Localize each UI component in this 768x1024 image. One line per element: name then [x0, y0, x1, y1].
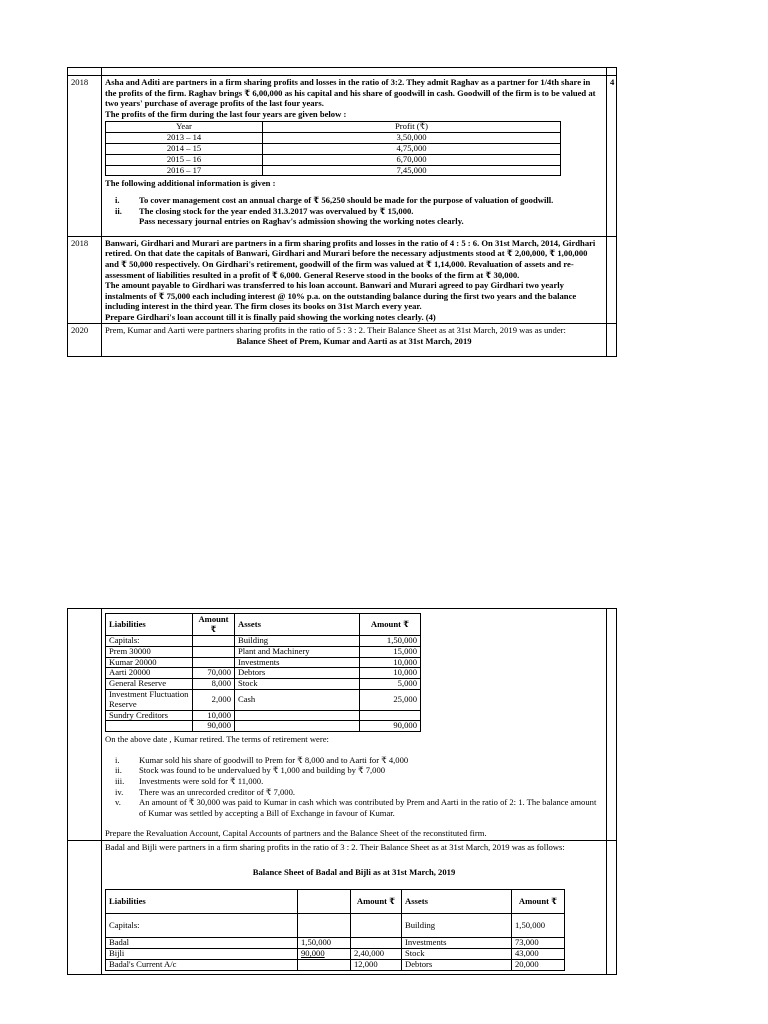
list-text: There was an unrecorded creditor of ₹ 7,000. [139, 786, 296, 797]
list-number: iii. [115, 775, 125, 786]
table-cell: 2015 – 16 [106, 154, 263, 165]
question-row-3-cont [68, 609, 617, 841]
table-cell: 2,000 [193, 689, 235, 710]
list-item [105, 787, 603, 798]
table-cell: 6,70,000 [263, 154, 561, 165]
table-cell: 73,000 [512, 938, 565, 949]
question-year: 2018 [68, 236, 102, 324]
retirement-terms [105, 755, 603, 819]
question-text: Banwari, Girdhari and Murari are partners in a firm sharing profits and losses in the ratio of 4 : 5 : 6. On 31st March, 2014, Girdhari retired. On that date the capitals of Banwari, Girdhari and Murari before the necessary adjustments stood at ₹ 2,00,000, ₹ 1,00,000 and ₹ 50,000 respectively. On Girdhari's retirement, goodwill of the firm was valued at ₹ 1,14,000. Revaluation of assets and re-assessment of liabilities resulted in a profit of ₹ 6,000. General Reserve stood in the books of the firm at ₹ 30,000. [105, 237, 596, 280]
table-cell: Investment Fluctuation Reserve [106, 689, 193, 710]
table-header: Amount ₹ [351, 890, 402, 914]
table-row [106, 679, 421, 690]
question-text: Prem, Kumar and Aarti were partners sharing profits in the ratio of 5 : 3 : 2. Their Balance Sheet as at 31st March, 2019 was as under: [105, 325, 566, 336]
table-cell [351, 914, 402, 938]
question-body [102, 236, 607, 324]
table-cell: 90,000 [360, 721, 421, 732]
table-cell [360, 710, 421, 721]
question-body [102, 76, 607, 237]
question-row-3 [68, 324, 617, 356]
table-cell [193, 636, 235, 647]
table-cell: Stock [402, 948, 512, 959]
profits-intro: The profits of the firm during the last four years are given below : [105, 108, 347, 119]
retirement-intro: On the above date , Kumar retired. The terms of retirement were: [105, 734, 329, 745]
table-cell [298, 959, 351, 970]
table-cell: Capitals: [106, 636, 193, 647]
list-number: i. [115, 194, 120, 205]
table-row [106, 959, 565, 970]
table-cell: 7,45,000 [263, 165, 561, 176]
question-text: Asha and Aditi are partners in a firm sharing profits and losses in the ratio of 3:2. They admit Raghav as a partner for 1/4th share in the profits of the firm. Raghav brings ₹ 6,00,000 as his capital and his share of goodwill in cash. Goodwill of the firm is to be valued at two years' purchase of average profits of the last four years. [105, 77, 596, 109]
table-header: Liabilities [106, 614, 193, 636]
marks-cell: 4 [607, 76, 617, 237]
table-cell: Kumar 20000 [106, 657, 193, 668]
table-cell: Debtors [402, 959, 512, 970]
additional-intro: The following additional information is given : [105, 178, 276, 189]
table-row [106, 721, 421, 732]
table-cell: 20,000 [512, 959, 565, 970]
table-cell: Investments [402, 938, 512, 949]
table-row [106, 614, 421, 636]
list-number: ii. [115, 765, 122, 776]
table-cell: Building [235, 636, 360, 647]
table-row [106, 636, 421, 647]
table-header: Amount ₹ [193, 614, 235, 636]
table-cell: 2013 – 14 [106, 133, 263, 144]
table-cell: 2,40,000 [351, 948, 402, 959]
question-row-2 [68, 236, 617, 324]
table-cell [235, 721, 360, 732]
table-cell: Bijli [106, 948, 298, 959]
table-row [106, 948, 565, 959]
table-header: Amount ₹ [360, 614, 421, 636]
question-body [102, 609, 607, 841]
table-header: Liabilities [106, 890, 298, 914]
table-cell: 25,000 [360, 689, 421, 710]
question-year: 2018 [68, 76, 102, 237]
table-row [106, 710, 421, 721]
balance-sheet-table [105, 613, 421, 732]
list-number: ii. [115, 205, 122, 216]
list-item [105, 797, 603, 818]
table-cell: 3,50,000 [263, 133, 561, 144]
instruction-text: Prepare the Revaluation Account, Capital Accounts of partners and the Balance Sheet of the reconstituted firm. [105, 828, 487, 839]
table-cell [235, 710, 360, 721]
table-header: Year [106, 122, 263, 133]
table-cell: 8,000 [193, 679, 235, 690]
table-cell: 10,000 [360, 668, 421, 679]
list-number: iv. [115, 786, 124, 797]
question-body [102, 840, 607, 974]
list-item [105, 206, 603, 217]
table-cell: Badal's Current A/c [106, 959, 298, 970]
table-row [106, 165, 561, 176]
table-cell: 2014 – 15 [106, 143, 263, 154]
profit-table [105, 121, 561, 176]
list-text: Stock was found to be undervalued by ₹ 1,000 and building by ₹ 7,000 [139, 765, 386, 776]
table-cell: General Reserve [106, 679, 193, 690]
table-cell [298, 914, 351, 938]
list-text: The closing stock for the year ended 31.3.2017 was overvalued by ₹ 15,000. [139, 205, 414, 216]
instruction-text: Prepare Girdhari's loan account till it is finally paid showing the working notes clearly. (4) [105, 311, 436, 322]
list-text: Investments were sold for ₹ 11,000. [139, 775, 264, 786]
table-row [106, 133, 561, 144]
table-cell: 10,000 [193, 710, 235, 721]
table-cell: 90,000 [193, 721, 235, 732]
list-item [105, 765, 603, 776]
table-cell: Building [402, 914, 512, 938]
table-cell: Aarti 20000 [106, 668, 193, 679]
table-row [106, 689, 421, 710]
question-row-1 [68, 76, 617, 237]
table-cell: Stock [235, 679, 360, 690]
question-text: Badal and Bijli were partners in a firm sharing profits in the ratio of 3 : 2. Their Balance Sheet as at 31st March, 2019 was as follows: [105, 841, 565, 852]
question-body [102, 324, 607, 356]
balance-sheet-title: Balance Sheet of Prem, Kumar and Aarti as at 31st March, 2019 [236, 336, 472, 347]
table-row [106, 890, 565, 914]
table-top-spacer-row [68, 68, 617, 76]
table-cell: 1,50,000 [298, 938, 351, 949]
table-row [106, 122, 561, 133]
table-cell: 10,000 [360, 657, 421, 668]
question-year: 2020 [68, 324, 102, 356]
table-row [106, 143, 561, 154]
table-cell: Sundry Creditors [106, 710, 193, 721]
list-item [105, 776, 603, 787]
table-header: Assets [235, 614, 360, 636]
list-item [105, 216, 603, 227]
table-cell: 2016 – 17 [106, 165, 263, 176]
table-cell: 70,000 [193, 668, 235, 679]
question-text-2: The amount payable to Girdhari was transferred to his loan account. Banwari and Murari agreed to pay Girdhari two yearly instalments of ₹ 75,000 each including interest @ 10% p.a. on the outstanding balance during the first two years and the balance including interest in the third year. The firm closes its books on 31st March every year. [105, 280, 577, 312]
table-cell [106, 721, 193, 732]
table-row [106, 154, 561, 165]
question-row-4 [68, 840, 617, 974]
table-cell: 4,75,000 [263, 143, 561, 154]
list-number: v. [115, 797, 121, 808]
table-header: Amount ₹ [512, 890, 565, 914]
table-cell: Plant and Machinery [235, 646, 360, 657]
table-cell: 15,000 [360, 646, 421, 657]
table-header [298, 890, 351, 914]
table-cell: Prem 30000 [106, 646, 193, 657]
table-row [106, 657, 421, 668]
table-row [106, 938, 565, 949]
list-text: Kumar sold his share of goodwill to Prem for ₹ 8,000 and to Aarti for ₹ 4,000 [139, 754, 409, 765]
list-text: An amount of ₹ 30,000 was paid to Kumar in cash which was contributed by Prem and Aarti in the ratio of 2: 1. The balance amount of Kumar was settled by accepting a Bill of Exchange in favour of Kumar. [139, 797, 597, 818]
balance-sheet-table-2 [105, 889, 565, 970]
table-cell [193, 646, 235, 657]
table-cell: Capitals: [106, 914, 298, 938]
table-header: Assets [402, 890, 512, 914]
table-cell [351, 938, 402, 949]
instruction-text: Pass necessary journal entries on Raghav's admission showing the working notes clearly. [139, 216, 464, 227]
table-row [106, 646, 421, 657]
list-item [105, 195, 603, 206]
table-cell: Investments [235, 657, 360, 668]
table-row [106, 914, 565, 938]
table-cell: Debtors [235, 668, 360, 679]
list-item [105, 755, 603, 766]
table-cell [193, 657, 235, 668]
balance-sheet-title: Balance Sheet of Badal and Bijli as at 31st March, 2019 [252, 866, 456, 877]
list-number: i. [115, 754, 120, 765]
table-cell: Badal [106, 938, 298, 949]
questions-table-bottom [67, 608, 617, 975]
table-header: Profit (₹) [263, 122, 561, 133]
table-cell: 12,000 [351, 959, 402, 970]
table-cell: 5,000 [360, 679, 421, 690]
table-cell: 43,000 [512, 948, 565, 959]
list-text: To cover management cost an annual charge of ₹ 56,250 should be made for the purpose of valuation of goodwill. [139, 194, 554, 205]
table-cell: Cash [235, 689, 360, 710]
questions-table-top [67, 67, 617, 357]
table-cell: 90,000 [298, 948, 351, 959]
table-cell: 1,50,000 [512, 914, 565, 938]
table-cell: 1,50,000 [360, 636, 421, 647]
table-row [106, 668, 421, 679]
additional-points [105, 195, 603, 227]
